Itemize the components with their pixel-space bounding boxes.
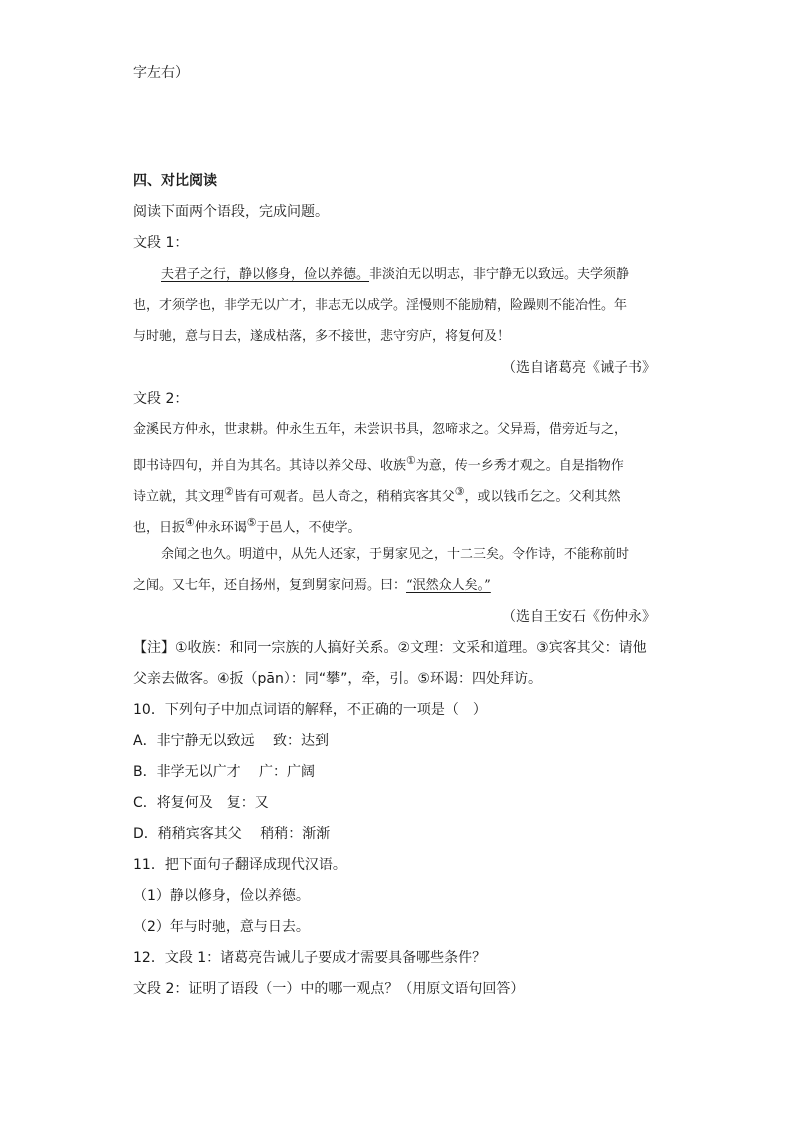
text-segment: 皆有可观者。邑人奇之，稍稍宾客其父 <box>233 489 455 505</box>
text-segment: 于邑人，不使学。 <box>256 520 361 536</box>
notes-line: 【注】①收族：和同一宗族的人搞好关系。②文理：文采和道理。③宾客其父：请他 <box>133 640 647 656</box>
note-marker: ① <box>406 454 416 467</box>
text-segment: 即书诗四句，并自为其名。其诗以养父母、收族 <box>133 458 407 474</box>
section-heading: 四、对比阅读 <box>133 173 217 189</box>
text-segment: 诗立就，其文理 <box>133 489 225 505</box>
underlined-sentence: 夫君子之行，静以修身，俭以养德。 <box>161 267 370 282</box>
text-segment: ，或以钱币乞之。父利其然 <box>464 489 621 505</box>
question-10-option-a: A．非宁静无以致远 致：达到 <box>133 733 330 749</box>
question-10-option-d: D．稍稍宾客其父 稍稍：渐渐 <box>133 826 331 842</box>
passage1-line: 与时驰，意与日去，遂成枯落，多不接世，悲守穷庐，将复何及！ <box>133 329 511 344</box>
passage2-line <box>133 482 620 507</box>
note-marker: ⑤ <box>246 516 257 529</box>
passage1-line-rest: 非淡泊无以明志，非宁静无以致远。夫学须静 <box>369 267 630 282</box>
notes-line: 父亲去做客。④扳（pān）：同“攀”，牵，引。⑤环谒：四处拜访。 <box>133 671 542 687</box>
text-segment: 也，日扳 <box>133 520 186 536</box>
note-marker: ③ <box>454 485 465 498</box>
question-11-item: （1）静以修身，俭以养德。 <box>133 888 310 904</box>
question-12-line: 文段 2：证明了语段（一）中的哪一观点？（用原文语句回答） <box>133 981 525 997</box>
passage2-line <box>133 576 491 596</box>
question-11-item: （2）年与时驰，意与日去。 <box>133 919 310 935</box>
note-marker: ④ <box>185 516 195 529</box>
passage2-source: （选自王安石《伤仲永》 <box>502 609 656 625</box>
passage2-line: 余闻之也久。明道中，从先人还家，于舅家见之，十二三矣。令作诗，不能称前时 <box>161 547 630 562</box>
passage2-line <box>133 513 360 538</box>
passage1-source: （选自诸葛亮《诫子书》 <box>502 360 656 376</box>
text-segment: 仲永环谒 <box>194 520 247 536</box>
text-segment: 之闻。又七年，还自扬州，复到舅家问焉。曰： <box>133 578 407 593</box>
passage1-label: 文段 1： <box>133 235 189 251</box>
top-fragment: 字左右） <box>133 65 189 81</box>
question-10-stem: 10．下列句子中加点词语的解释，不正确的一项是（ ） <box>133 702 487 718</box>
section-instruction: 阅读下面两个语段，完成问题。 <box>133 204 329 220</box>
passage1-line: 也，才须学也，非学无以广才，非志无以成学。淫慢则不能励精，险躁则不能冶性。年 <box>133 298 628 313</box>
passage2-label: 文段 2： <box>133 391 189 407</box>
question-11-stem: 11．把下面句子翻译成现代汉语。 <box>133 857 347 873</box>
question-10-option-b: B．非学无以广才 广：广阔 <box>133 764 316 780</box>
passage2-line: 金溪民方仲永，世隶耕。仲永生五年，未尝识书具，忽啼求之。父异焉，借旁近与之， <box>133 422 628 437</box>
question-12-line: 12．文段 1：诸葛亮告诫儿子要成才需要具备哪些条件？ <box>133 950 487 966</box>
passage2-line <box>133 451 624 476</box>
underlined-quote: “泯然众人矣。” <box>406 578 491 593</box>
note-marker: ② <box>224 485 234 498</box>
question-10-option-c: C．将复何及 复：又 <box>133 795 269 811</box>
passage1-line <box>161 265 629 285</box>
text-segment: 为意，传一乡秀才观之。自是指物作 <box>415 458 624 474</box>
